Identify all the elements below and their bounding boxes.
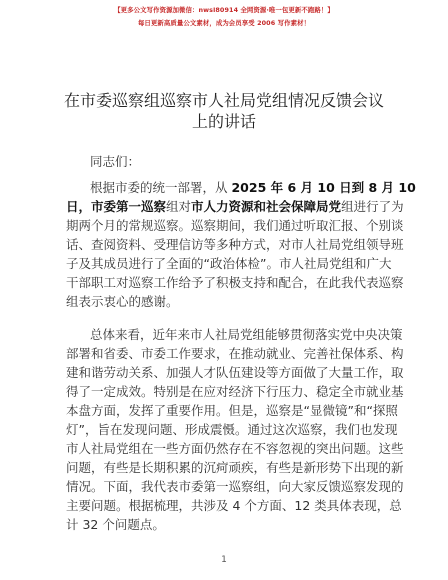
text-segment: 根据市委的统一部署，从 bbox=[90, 180, 232, 195]
paragraph-2-line: 灯”，旨在发现问题、形成震慑。通过这次巡察，我们也发现 bbox=[66, 422, 398, 437]
inspected-unit-name: 市人力资源和社会保障局党 bbox=[191, 199, 342, 214]
inspection-group-name: 市委第一巡察 bbox=[91, 199, 167, 214]
text-segment: 组对 bbox=[166, 199, 192, 214]
paragraph-1-line: 组表示衷心的感谢。 bbox=[66, 294, 179, 309]
greeting: 同志们： bbox=[90, 154, 141, 169]
paragraph-2-line: 情况。下面，我代表市委第一巡察组，向大家反馈巡察发现的 bbox=[66, 479, 404, 494]
paragraph-1-line: 期两个月的常规巡察。巡察期间，我们通过听取汇报、个别谈 bbox=[66, 218, 404, 233]
paragraph-2-line: 计 32 个问题点。 bbox=[66, 517, 165, 532]
paragraph-2-line: 本盘方面，发挥了重要作用。但是，巡察是“显微镜”和“探照 bbox=[66, 403, 398, 418]
paragraph-1-line bbox=[66, 199, 404, 215]
paragraph-2-line: 得了一定成效。特别是在应对经济下行压力、稳定全市就业基 bbox=[66, 384, 404, 399]
paragraph-2-line: 建和谐劳动关系、加强人才队伍建设等方面做了大量工作，取 bbox=[66, 365, 404, 380]
text-segment: 日， bbox=[66, 199, 92, 214]
paragraph-1-line: 子及其成员进行了全面的“政治体检”。市人社局党组和广大 bbox=[66, 256, 392, 271]
paragraph-2-line: 部署和省委、市委工作要求，在推动就业、完善社保体系、构 bbox=[66, 346, 404, 361]
page-number: 1 bbox=[221, 555, 227, 565]
paragraph-1-line bbox=[90, 180, 416, 196]
text-segment: 组进行了为 bbox=[341, 199, 404, 214]
promo-banner-line-1: 【更多公文写作资源加微信：nwsl80914 全网资源·唯一包更新不跑路！】 bbox=[114, 6, 334, 14]
promo-banner-line-2: 每日更新高质量公文素材，成为会员享受 2006 写作素材！ bbox=[137, 19, 311, 27]
date-range-text: 2025 年 6 月 10 日到 8 月 10 bbox=[231, 180, 416, 195]
document-title-line-2: 上的讲话 bbox=[191, 112, 256, 131]
paragraph-2-line: 市人社局党组在一些方面仍然存在不容忽视的突出问题。这些 bbox=[66, 441, 404, 456]
paragraph-2-line: 问题，有些是长期积累的沉疴顽疾，有些是新形势下出现的新 bbox=[66, 460, 404, 475]
paragraph-1-line: 话、查阅资料、受理信访等多种方式，对市人社局党组领导班 bbox=[66, 237, 404, 252]
paragraph-1-line: 干部职工对巡察工作给予了积极支持和配合，在此我代表巡察 bbox=[66, 275, 404, 290]
paragraph-2-line: 主要问题。根据梳理，共涉及 4 个方面、12 类具体表现，总 bbox=[66, 498, 402, 513]
document-title-line-1: 在市委巡察组巡察市人社局党组情况反馈会议 bbox=[63, 91, 384, 110]
paragraph-2-line: 总体来看，近年来市人社局党组能够贯彻落实党中央决策 bbox=[90, 327, 403, 342]
